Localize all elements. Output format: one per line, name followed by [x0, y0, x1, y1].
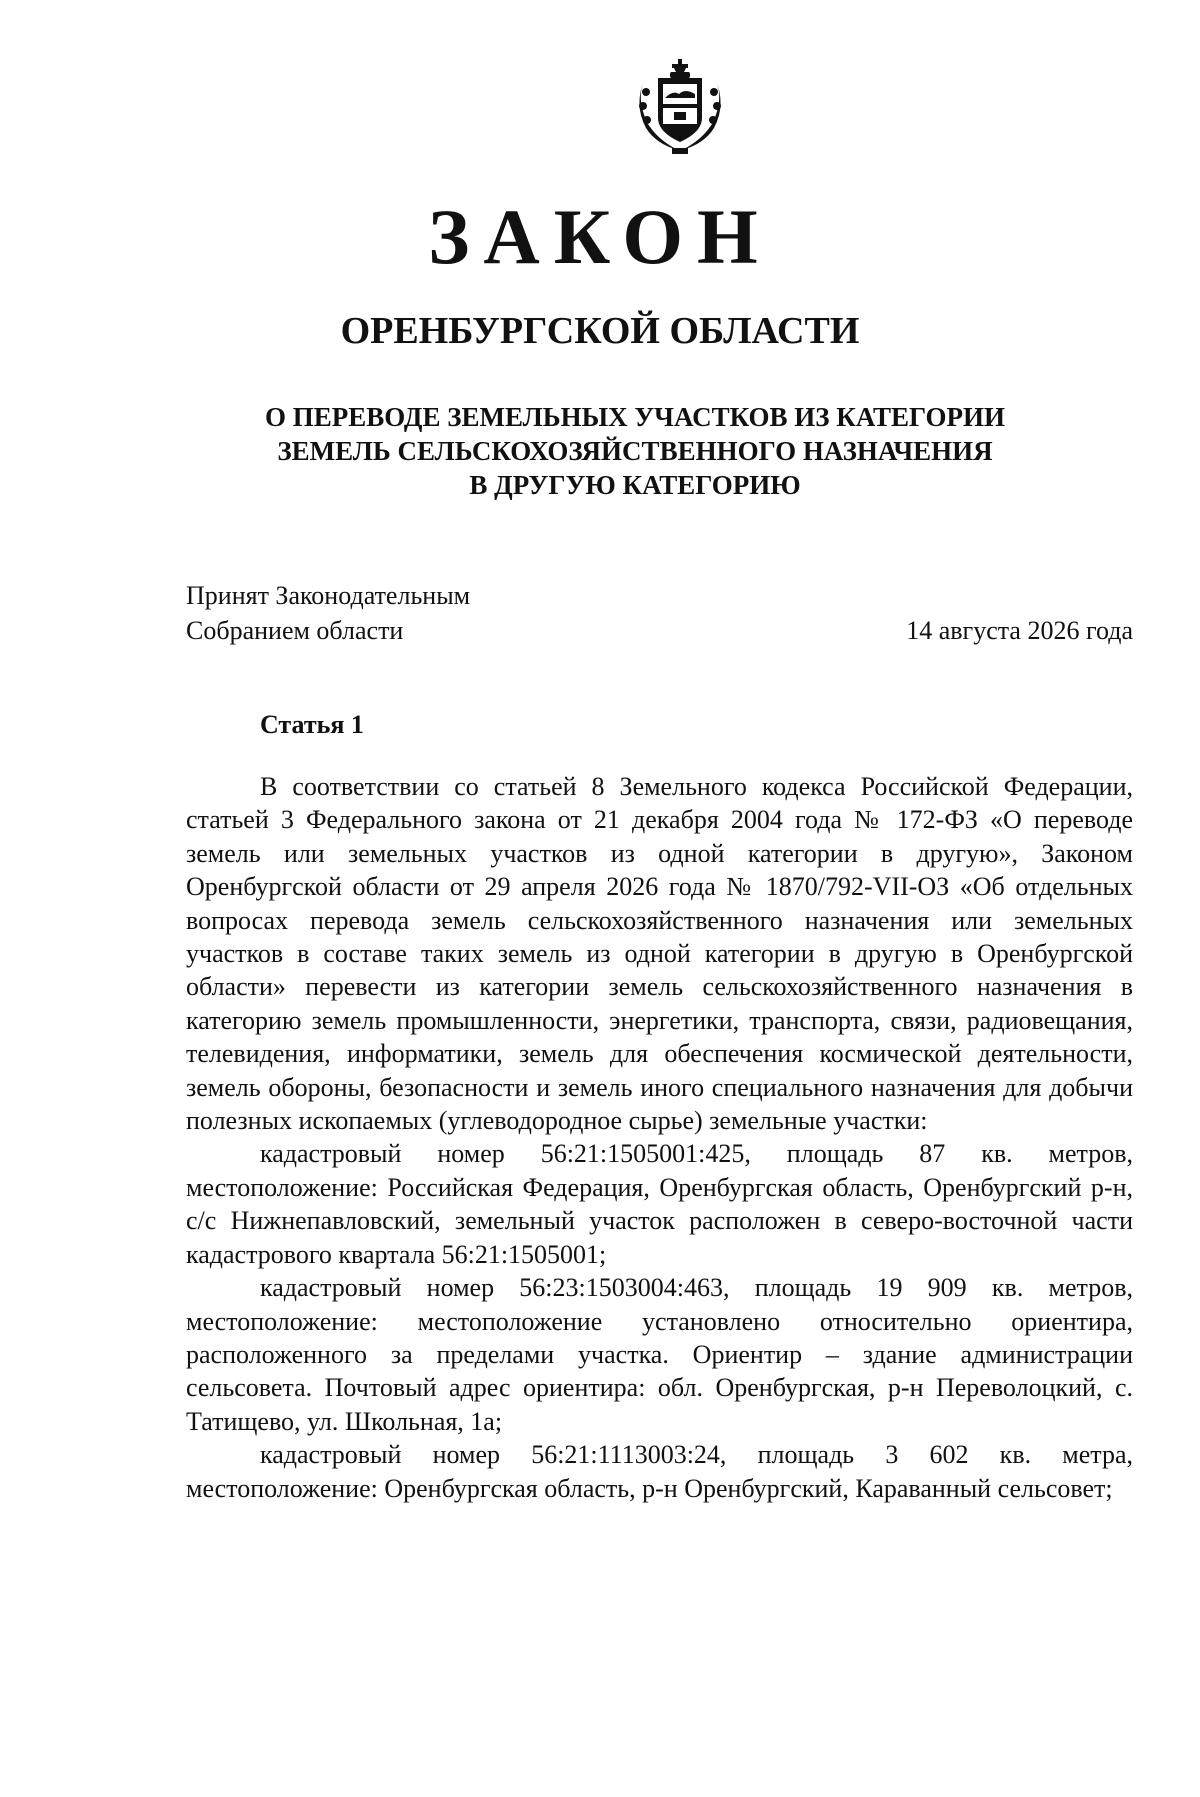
document-subtitle: ОРЕНБУРГСКОЙ ОБЛАСТИ — [340, 310, 860, 352]
adoption-note — [186, 578, 470, 648]
article-paragraph: кадастровый номер 56:21:1505001:425, площадь 87 кв. метров, местоположение: Российская Федерация, Оренбургская область, Оренбургский р-н, с/с Нижнепавловский, земельный участок расположен в северо-восточной части кадастрового квартала 56:21:1505001; — [186, 1139, 1133, 1269]
article-paragraph: кадастровый номер 56:23:1503004:463, площадь 19 909 кв. метров, местоположение: местоположение установлено относительно ориентира, расположенного за пределами участка. Ориентир – здание администрации сельсовета. Почтовый адрес ориентира: обл. Оренбургская, р-н Переволоцкий, с. Татищево, ул. Школьная, 1а; — [186, 1273, 1133, 1436]
document-title: ЗАКОН — [428, 193, 772, 280]
law-heading-line: В ДРУГУЮ КАТЕГОРИЮ — [469, 470, 801, 500]
law-heading — [180, 400, 1090, 502]
article-body — [186, 770, 1133, 1505]
law-heading-line: ЗЕМЕЛЬ СЕЛЬСКОХОЗЯЙСТВЕННОГО НАЗНАЧЕНИЯ — [277, 436, 993, 466]
adoption-date: 14 августа 2026 года — [906, 616, 1133, 645]
article-paragraph: кадастровый номер 56:21:1113003:24, площадь 3 602 кв. метра, местоположение: Оренбургская область, р-н Оренбургский, Караванный сельсовет; — [186, 1440, 1133, 1503]
adoption-line-2: Собранием области — [186, 616, 404, 645]
coat-of-arms-icon — [634, 58, 726, 160]
adoption-line-1: Принят Законодательным — [186, 581, 471, 610]
law-heading-line: О ПЕРЕВОДЕ ЗЕМЕЛЬНЫХ УЧАСТКОВ ИЗ КАТЕГОРИИ — [264, 402, 1006, 432]
article-title: Статья 1 — [260, 710, 364, 739]
article-paragraph: В соответствии со статьей 8 Земельного кодекса Российской Федерации, статьей 3 Федерального закона от 21 декабря 2004 года № 172-ФЗ «О переводе земель или земельных участков из одной категории в другую», Законом Оренбургской области от 29 апреля 2026 года № 1870/792-VII-ОЗ «Об отдельных вопросах перевода земель сельскохозяйственного назначения или земельных участков в составе таких земель из одной категории в другую в Оренбургской области» перевести из категории земель сельскохозяйственного назначения в категорию земель промышленности, энергетики, транспорта, связи, радиовещания, телевидения, информатики, земель для обеспечения космической деятельности, земель обороны, безопасности и земель иного специального назначения для добычи полезных ископаемых (углеводородное сырье) земельные участки: — [186, 772, 1133, 1136]
